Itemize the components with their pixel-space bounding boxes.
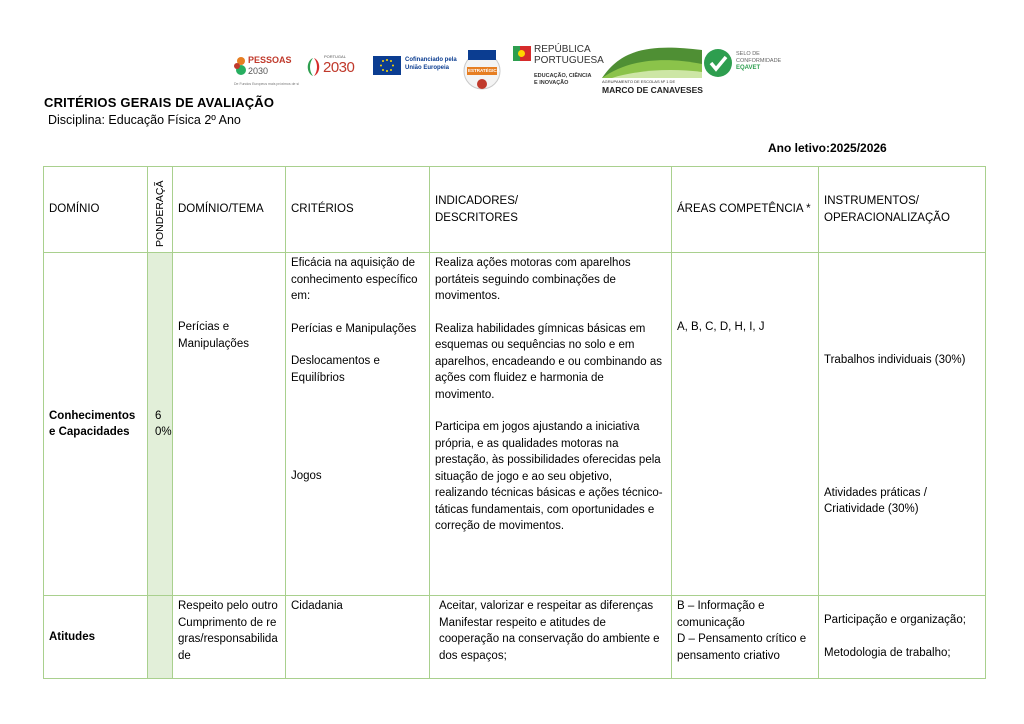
eu-cofinanced-logo [373,54,465,78]
row1-indicador-1: Realiza ações motoras com aparelhos portáteis seguindo combinações de movimentos. [435,257,631,302]
criteria-table [43,166,986,679]
hills-icon [602,42,702,78]
logo-strip [232,42,792,98]
eu-stars-icon [373,56,401,75]
row2-areas-1: B – Informação e comunicação [677,600,765,629]
row1-indicador-3: Participa em jogos ajustando a iniciativa própria, e as qualidades motoras na prestação, às possibilidades oferecidas pela situação de jogo e ao seu objetivo, realizando técnicas básicas e ações técnico-táticas fundamentais, com oportunidades e correção de movimentos. [435,421,663,532]
table-row [44,253,986,596]
row1-areas-text: A, B, C, D, H, I, J [677,321,765,333]
portugal-small-text: PORTUGAL [324,54,346,59]
portugal-2030-logo [304,54,360,82]
ministry-line2: E INOVAÇÃO [534,80,569,86]
row1-criterio-intro: Eficácia na aquisição de conhecimento específico em: [291,257,418,302]
estrategica-text: ESTRATÉGICA [468,68,500,73]
row2-tema-text: Respeito pelo outro Cumprimento de regras/responsabilidade [178,600,278,662]
eqavet-logo [703,48,789,84]
header-indicadores-line2: DESCRITORES [435,211,518,224]
agrupamento-name: MARCO DE CANAVESES [602,85,703,95]
row2-criterio: Cidadania [286,596,430,679]
row2-tema [173,596,286,679]
pessoas-2030-logo [232,54,299,92]
header-ponderacao-text: PONDERAÇÃ [153,179,166,247]
school-year: Ano letivo:2025/2026 [768,141,887,155]
agrupamento-logo [602,42,702,96]
row2-instrumento-1: Participação e organização; [824,614,966,626]
eqavet-line2: CONFORMIDADE [736,58,782,64]
row1-tema-text: Perícias e Manipulações [178,321,249,350]
portugal-year: 2030 [323,59,355,76]
header-instrumentos [819,167,986,253]
eqavet-line1: SELO DE [736,51,760,57]
pessoas-emblem-icon [234,56,248,78]
portugal-swirl-icon [304,57,322,77]
row2-areas [672,596,819,679]
eqavet-check-icon [703,48,733,78]
row2-indicador-text: Aceitar, valorizar e respeitar as diferenças Manifestar respeito e atitudes de cooperação na conservação do ambiente e dos espaços; [439,600,660,662]
row2-ponderacao [148,596,173,679]
table-row [44,596,986,679]
header-criterios: CRITÉRIOS [286,167,430,253]
row2-dominio: Atitudes [44,596,148,679]
table-header-row [44,167,986,253]
republica-line2: PORTUGUESA [534,55,604,66]
header-dominio: DOMÍNIO [44,167,148,253]
row2-indicador [430,596,672,679]
republica-emblem-icon [518,50,525,57]
eu-text-line2: União Europeia [405,65,450,71]
republica-portuguesa-logo [513,42,603,92]
republica-line1: REPÚBLICA [534,44,591,55]
row2-instrumento-2: Metodologia de trabalho; [824,646,951,659]
pessoas-wordmark: PESSOAS [248,55,292,65]
header-instrumentos-line2: OPERACIONALIZAÇÃO [824,211,950,224]
row1-indicadores [430,253,672,596]
header-indicadores [430,167,672,253]
ministry-line1: EDUCAÇÃO, CIÊNCIA [534,73,592,79]
header-areas: ÁREAS COMPETÊNCIA * [672,167,819,253]
row2-instrumentos [819,596,986,679]
row1-instrumento-2: Atividades práticas / Criatividade (30%) [824,486,927,515]
header-dominio-tema: DOMÍNIO/TEMA [173,167,286,253]
row1-criterio-a: Perícias e Manipulações [291,322,417,335]
row1-areas [672,253,819,596]
agrupamento-small-text: AGRUPAMENTO DE ESCOLAS Nº 1 DE [602,79,676,84]
row2-areas-2: D – Pensamento crítico e pensamento criativo [677,633,807,662]
row1-criterio-c: Jogos [291,470,322,482]
document-title: CRITÉRIOS GERAIS DE AVALIAÇÃO [44,95,275,110]
row1-tema [173,253,286,596]
document-subtitle: Disciplina: Educação Física 2º Ano [48,113,241,127]
row1-indicador-2: Realiza habilidades gímnicas básicas em esquemas ou sequências no solo e em aparelhos, encadeando e ou combinando as ações com fluidez e harmonia de movimento. [435,322,662,401]
eu-text-line1: Cofinanciado pela [405,57,457,63]
eqavet-line3: EQAVET [736,65,761,71]
header-indicadores-line1: INDICADORES/ [435,195,519,207]
header-instrumentos-line1: INSTRUMENTOS/ [824,195,919,207]
row1-criterio-b: Deslocamentos e Equilíbrios [291,355,380,384]
eu-flag-icon [373,56,401,75]
row1-ponderacao [148,253,173,596]
pessoas-tagline: De Fundos Europeus mais próximos de si [234,82,299,86]
row1-instrumento-1: Trabalhos individuais (30%) [824,354,966,366]
row1-ponderacao-value: 60% [155,409,172,438]
row1-criterios [286,253,430,596]
row1-instrumentos [819,253,986,596]
pessoas-year: 2030 [248,66,269,76]
estrategica-badge [462,46,502,96]
row1-dominio: Conhecimentos e Capacidades [44,253,148,596]
header-ponderacao [148,167,173,253]
